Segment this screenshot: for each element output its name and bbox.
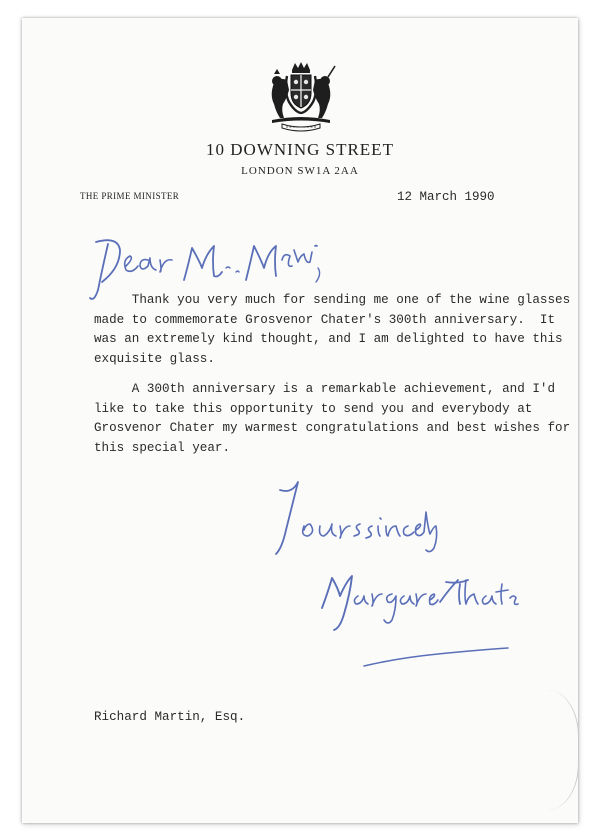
- handwritten-signature: [318, 562, 522, 682]
- letter-paragraph-2: A 300th anniversary is a remarkable achievement, and I'd like to take this opportunity to send you and everybody at Grosvenor Chater my warmest congratulations and best wishes this special year.: [94, 382, 556, 455]
- letterhead-office: THE PRIME MINISTER: [80, 191, 180, 201]
- letterhead-address-line2: LONDON SW1A 2AA: [241, 165, 359, 177]
- letterhead-address-line1: 10 DOWNING STREET: [206, 140, 394, 159]
- letter-date: 12 March 1990: [397, 190, 495, 204]
- royal-coat-of-arms-icon: [262, 60, 340, 132]
- handwritten-closing: [268, 478, 448, 560]
- letter-recipient: Richard Martin, Esq.: [94, 710, 246, 724]
- letter-paragraph-1: Thank you very much for sending me one of the wine glasses made to commemorate Grosvenor Chater's 300th anniversary. was an extremely kind thought, and I am delighted to have exquisite glass.: [94, 293, 571, 366]
